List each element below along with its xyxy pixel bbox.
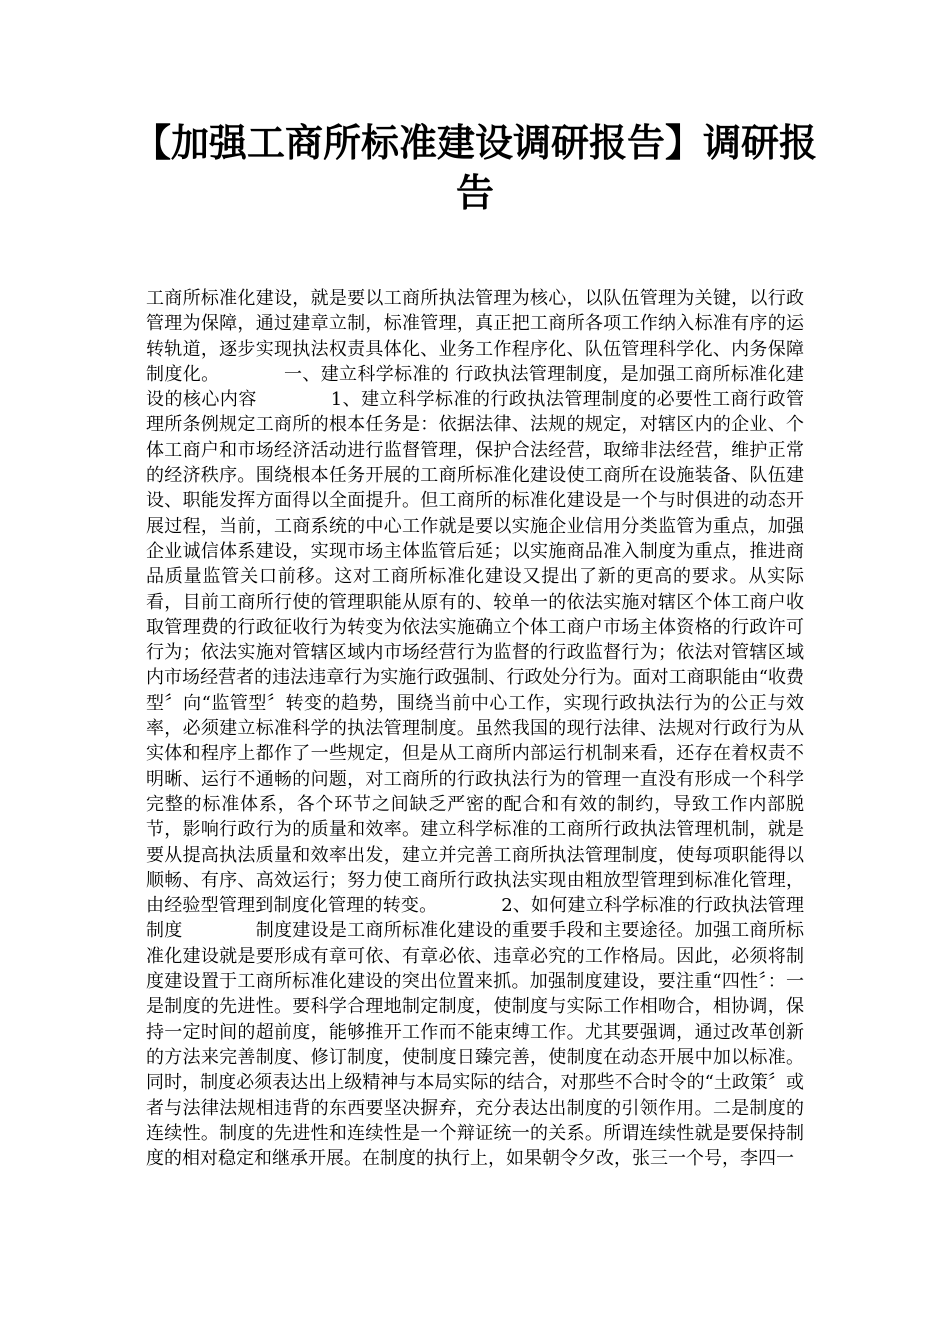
body-paragraph: 工商所标准化建设，就是要以工商所执法管理为核心，以队伍管理为关键，以行政管理为保障，通过建章立制，标准管理，真正把工商所各项工作纳入标准有序的运转轨道，逐步实现执法权责具体化、业务工作程序化、队伍管理科学化、内务保障制度化。 一、建立科学标准的 行政执法管理制度，是加强工商所标准化建设的核心内容 1、建立科学标准的行政执法管理制度的必要性工商行政管理所条例规定工商所的根本任务是：依据法律、法规的规定，对辖区内的企业、个体工商户和市场经济活动进行监督管理，保护合法经营，取缔非法经营，维护正常的经济秩序。围绕根本任务开展的工商所标准化建设使工商所在设施装备、队伍建设、职能发挥方面得以全面提升。但工商所的标准化建设是一个与时俱进的动态开展过程，当前，工商系统的中心工作就是要以实施企业信用分类监管为重点，加强企业诚信体系建设，实现市场主体监管后延；以实施商品准入制度为重点，推进商品质量监管关口前移。这对工商所标准化建设又提出了新的更高的要求。从实际看，目前工商所行使的管理职能从原有的、较单一的依法实施对辖区个体工商户收取管理费的行政征收行为转变为依法实施确立个体工商户市场主体资格的行政许可行为；依法实施对管辖区域内市场经营行为监督的行政监督行为；依法对管辖区域内市场经营者的违法违章行为实施行政强制、行政处分行为。面对工商职能由“收费型〞向“监管型〞转变的趋势，围绕当前中心工作，实现行政执法行为的公正与效率，必须建立标准科学的执法管理制度。虽然我国的现行法律、法规对行政行为从实体和程序上都作了一些规定，但是从工商所内部运行机制来看，还存在着权责不明晰、运行不通畅的问题，对工商所的行政执法行为的管理一直没有形成一个科学完整的标准体系，各个环节之间缺乏严密的配合和有效的制约，导致工作内部脱节，影响行政行为的质量和效率。建立科学标准的工商所行政执法管理机制，就是要从提高执法质量和效率出发，建立并完善工商所执法管理制度，使每项职能得以顺畅、有序、高效运行；努力使工商所行政执法实现由粗放型管理到标准化管理，由经验型管理到制度化管理的转变。 2、如何建立科学标准的行政执法管理制度 制度建设是工商所标准化建设的重要手段和主要途径。加强工商所标准化建设就是要形成有章可依、有章必依、违章必究的工作格局。因此，必须将制度建设置于工商所标准化建设的突出位置来抓。加强制度建设，要注重“四性〞：一是制度的先进性。要科学合理地制定制度，使制度与实际工作相吻合，相协调，保持一定时间的超前度，能够推开工作而不能束缚工作。尤其要强调，通过改革创新的方法来完善制度、修订制度，使制度日臻完善，使制度在动态开展中加以标准。同时，制度必须表达出上级精神与本局实际的结合，对那些不合时令的“土政策〞或者与法律法规相违背的东西要坚决摒弃，充分表达出制度的引领作用。二是制度的连续性。制度的先进性和连续性是一个辩证统一的关系。所谓连续性就是要保持制度的相对稳定和继承开展。在制度的执行上，如果朝令夕改，张三一个号，李四一 [146,288,804,1170]
document-body [146,286,804,1171]
document-title: 【加强工商所标准建设调研报告】调研报告 [132,121,817,215]
